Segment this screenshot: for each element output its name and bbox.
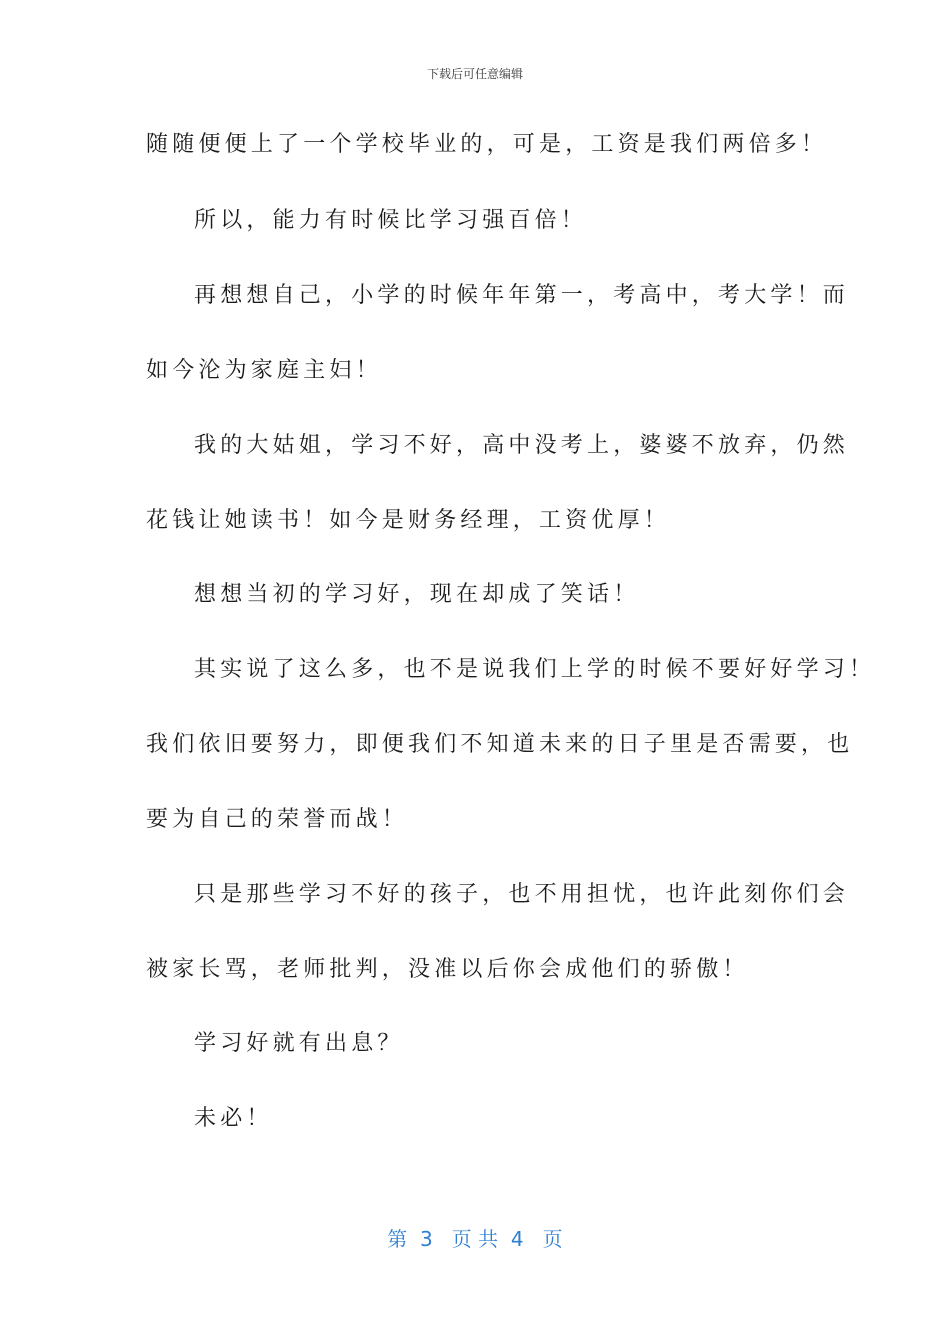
paragraph-line: 随随便便上了一个学校毕业的，可是，工资是我们两倍多！	[146, 132, 828, 157]
paragraph-line: 所以，能力有时候比学习强百倍！	[194, 208, 588, 233]
paragraph-line: 如今沦为家庭主妇！	[146, 358, 382, 383]
paragraph-line: 学习好就有出息？	[194, 1031, 404, 1056]
paragraph-line: 花钱让她读书！如今是财务经理，工资优厚！	[146, 508, 671, 533]
paragraph-line: 未必！	[194, 1106, 273, 1131]
paragraph-line: 要为自己的荣誉而战！	[146, 807, 409, 832]
paragraph-line: 我的大姑姐，学习不好，高中没考上，婆婆不放弃，仍然	[194, 433, 850, 458]
paragraph-line: 其实说了这么多，也不是说我们上学的时候不要好好学习！	[194, 657, 876, 682]
paragraph-line: 被家长骂，老师批判，没准以后你会成他们的骄傲！	[146, 957, 749, 982]
paragraph-line: 我们依旧要努力，即便我们不知道未来的日子里是否需要，也	[146, 732, 854, 757]
header-note: 下载后可任意编辑	[426, 67, 523, 81]
paragraph-line: 再想想自己，小学的时候年年第一，考高中，考大学！而	[194, 283, 850, 308]
paragraph-line: 只是那些学习不好的孩子，也不用担忧，也许此刻你们会	[194, 882, 850, 907]
paragraph-line: 想想当初的学习好，现在却成了笑话！	[194, 582, 640, 607]
page-number-footer: 第 3 页 共 4 页	[387, 1227, 563, 1251]
